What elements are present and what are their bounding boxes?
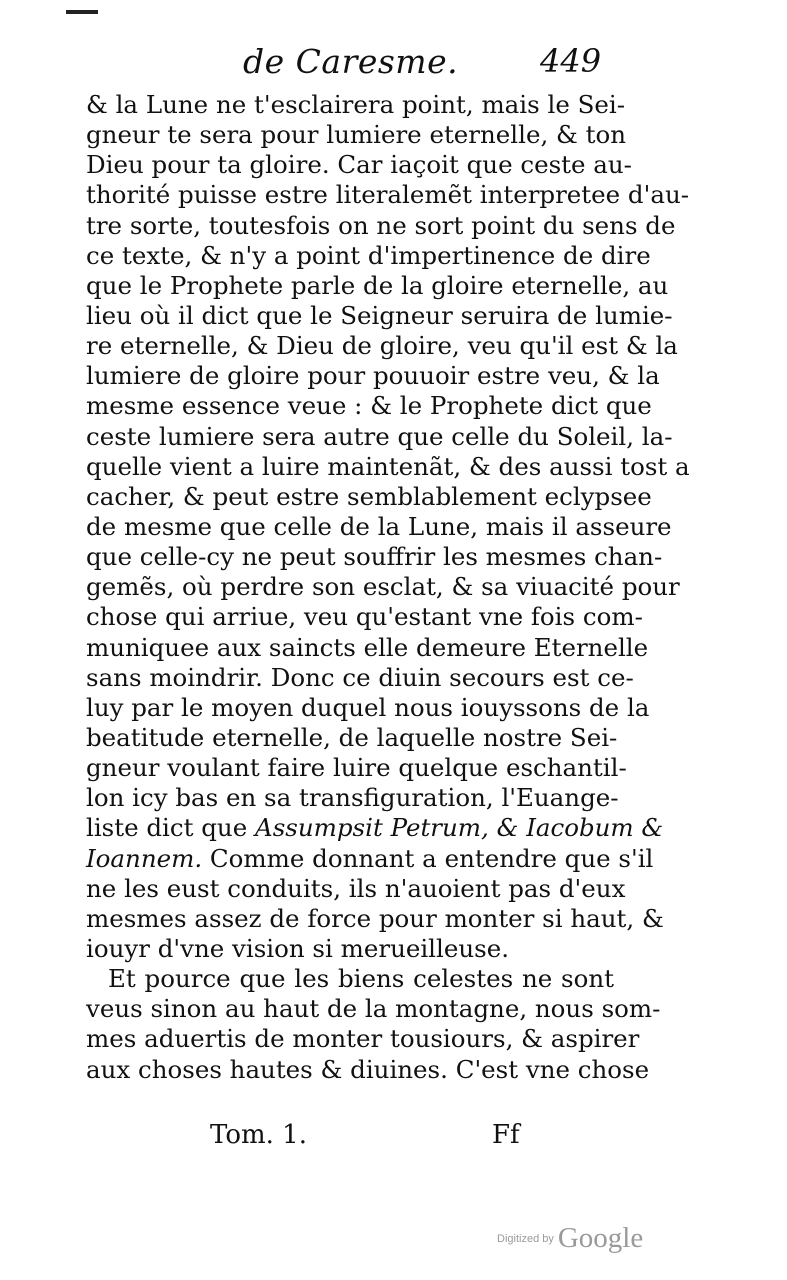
text-line: mes aduertis de monter tousiours, & aspirer bbox=[86, 1024, 640, 1054]
text-line: que le Prophete parle de la gloire eternelle, au bbox=[86, 270, 669, 300]
paragraph-end-line: iouyr d'vne vision si merueilleuse. bbox=[86, 933, 509, 963]
text-line-with-latin bbox=[86, 813, 664, 843]
text-line: gemẽs, où perdre son esclat, & sa viuacité pour bbox=[86, 572, 680, 602]
watermark-prefix: Digitized by bbox=[497, 1232, 554, 1245]
digitization-watermark bbox=[497, 1222, 643, 1255]
text-line: aux choses hautes & diuines. C'est vne chose bbox=[86, 1054, 650, 1084]
text-line: luy par le moyen duquel nous iouyssons de la bbox=[86, 692, 650, 722]
signature-mark: Ff bbox=[492, 1120, 520, 1150]
text-line: gneur voulant faire luire quelque eschantil- bbox=[86, 753, 627, 783]
text-line: re eternelle, & Dieu de gloire, veu qu'il est & la bbox=[86, 331, 678, 361]
watermark-brand: Google bbox=[557, 1222, 644, 1254]
text-line: chose qui arriue, veu qu'estant vne fois com- bbox=[86, 602, 643, 632]
text-line-with-latin bbox=[86, 843, 654, 874]
volume-marker: Tom. 1. bbox=[210, 1120, 307, 1150]
text-line: quelle vient a luire maintenãt, & des aussi tost a bbox=[86, 451, 690, 481]
text-line: beatitude eternelle, de laquelle nostre Sei- bbox=[86, 722, 618, 752]
page-number: 449 bbox=[540, 42, 602, 80]
text-line: lieu où il dict que le Seigneur seruira de lumie- bbox=[86, 300, 673, 330]
text-line: lumiere de gloire pour pouuoir estre veu, & la bbox=[86, 361, 660, 391]
text-line: veus sinon au haut de la montagne, nous som- bbox=[86, 994, 661, 1024]
top-corner-mark bbox=[66, 10, 98, 14]
body-text bbox=[86, 90, 690, 1085]
text-line: Dieu pour ta gloire. Car iaçoit que ceste au- bbox=[86, 150, 632, 180]
latin-quotation: Assumpsit Petrum, & Iacobum & bbox=[255, 813, 664, 843]
text-line: muniquee aux saincts elle demeure Eternelle bbox=[86, 632, 649, 662]
text-line: lon icy bas en sa transfiguration, l'Euange- bbox=[86, 783, 619, 813]
text-line: ne les eust conduits, ils n'auoient pas d'eux bbox=[86, 873, 626, 903]
latin-quotation: Ioannem. bbox=[86, 843, 203, 873]
paragraph-start-line: Et pource que les biens celestes ne sont bbox=[108, 964, 614, 994]
text-line: gneur te sera pour lumiere eternelle, & ton bbox=[86, 120, 626, 150]
text-segment: liste dict que bbox=[86, 813, 255, 843]
text-line: cacher, & peut estre semblablement eclypsee bbox=[86, 481, 652, 511]
text-line: de mesme que celle de la Lune, mais il asseure bbox=[86, 511, 672, 541]
text-line: mesmes assez de force pour monter si haut, & bbox=[86, 903, 664, 933]
text-segment: Comme donnant a entendre que s'il bbox=[202, 843, 654, 873]
text-line: thorité puisse estre literalemẽt interpretee d'au- bbox=[86, 180, 690, 210]
text-line: mesme essence veue : & le Prophete dict que bbox=[86, 391, 652, 421]
text-line: & la Lune ne t'esclairera point, mais le Sei- bbox=[86, 90, 625, 119]
text-line: sans moindrir. Donc ce diuin secours est ce- bbox=[86, 662, 634, 692]
text-line: ceste lumiere sera autre que celle du Soleil, la- bbox=[86, 421, 673, 451]
text-line: tre sorte, toutesfois on ne sort point du sens de bbox=[86, 210, 676, 240]
running-title: de Caresme. bbox=[243, 42, 459, 81]
text-line: que celle-cy ne peut souffrir les mesmes chan- bbox=[86, 542, 663, 572]
text-line: ce texte, & n'y a point d'impertinence de dire bbox=[86, 240, 651, 270]
